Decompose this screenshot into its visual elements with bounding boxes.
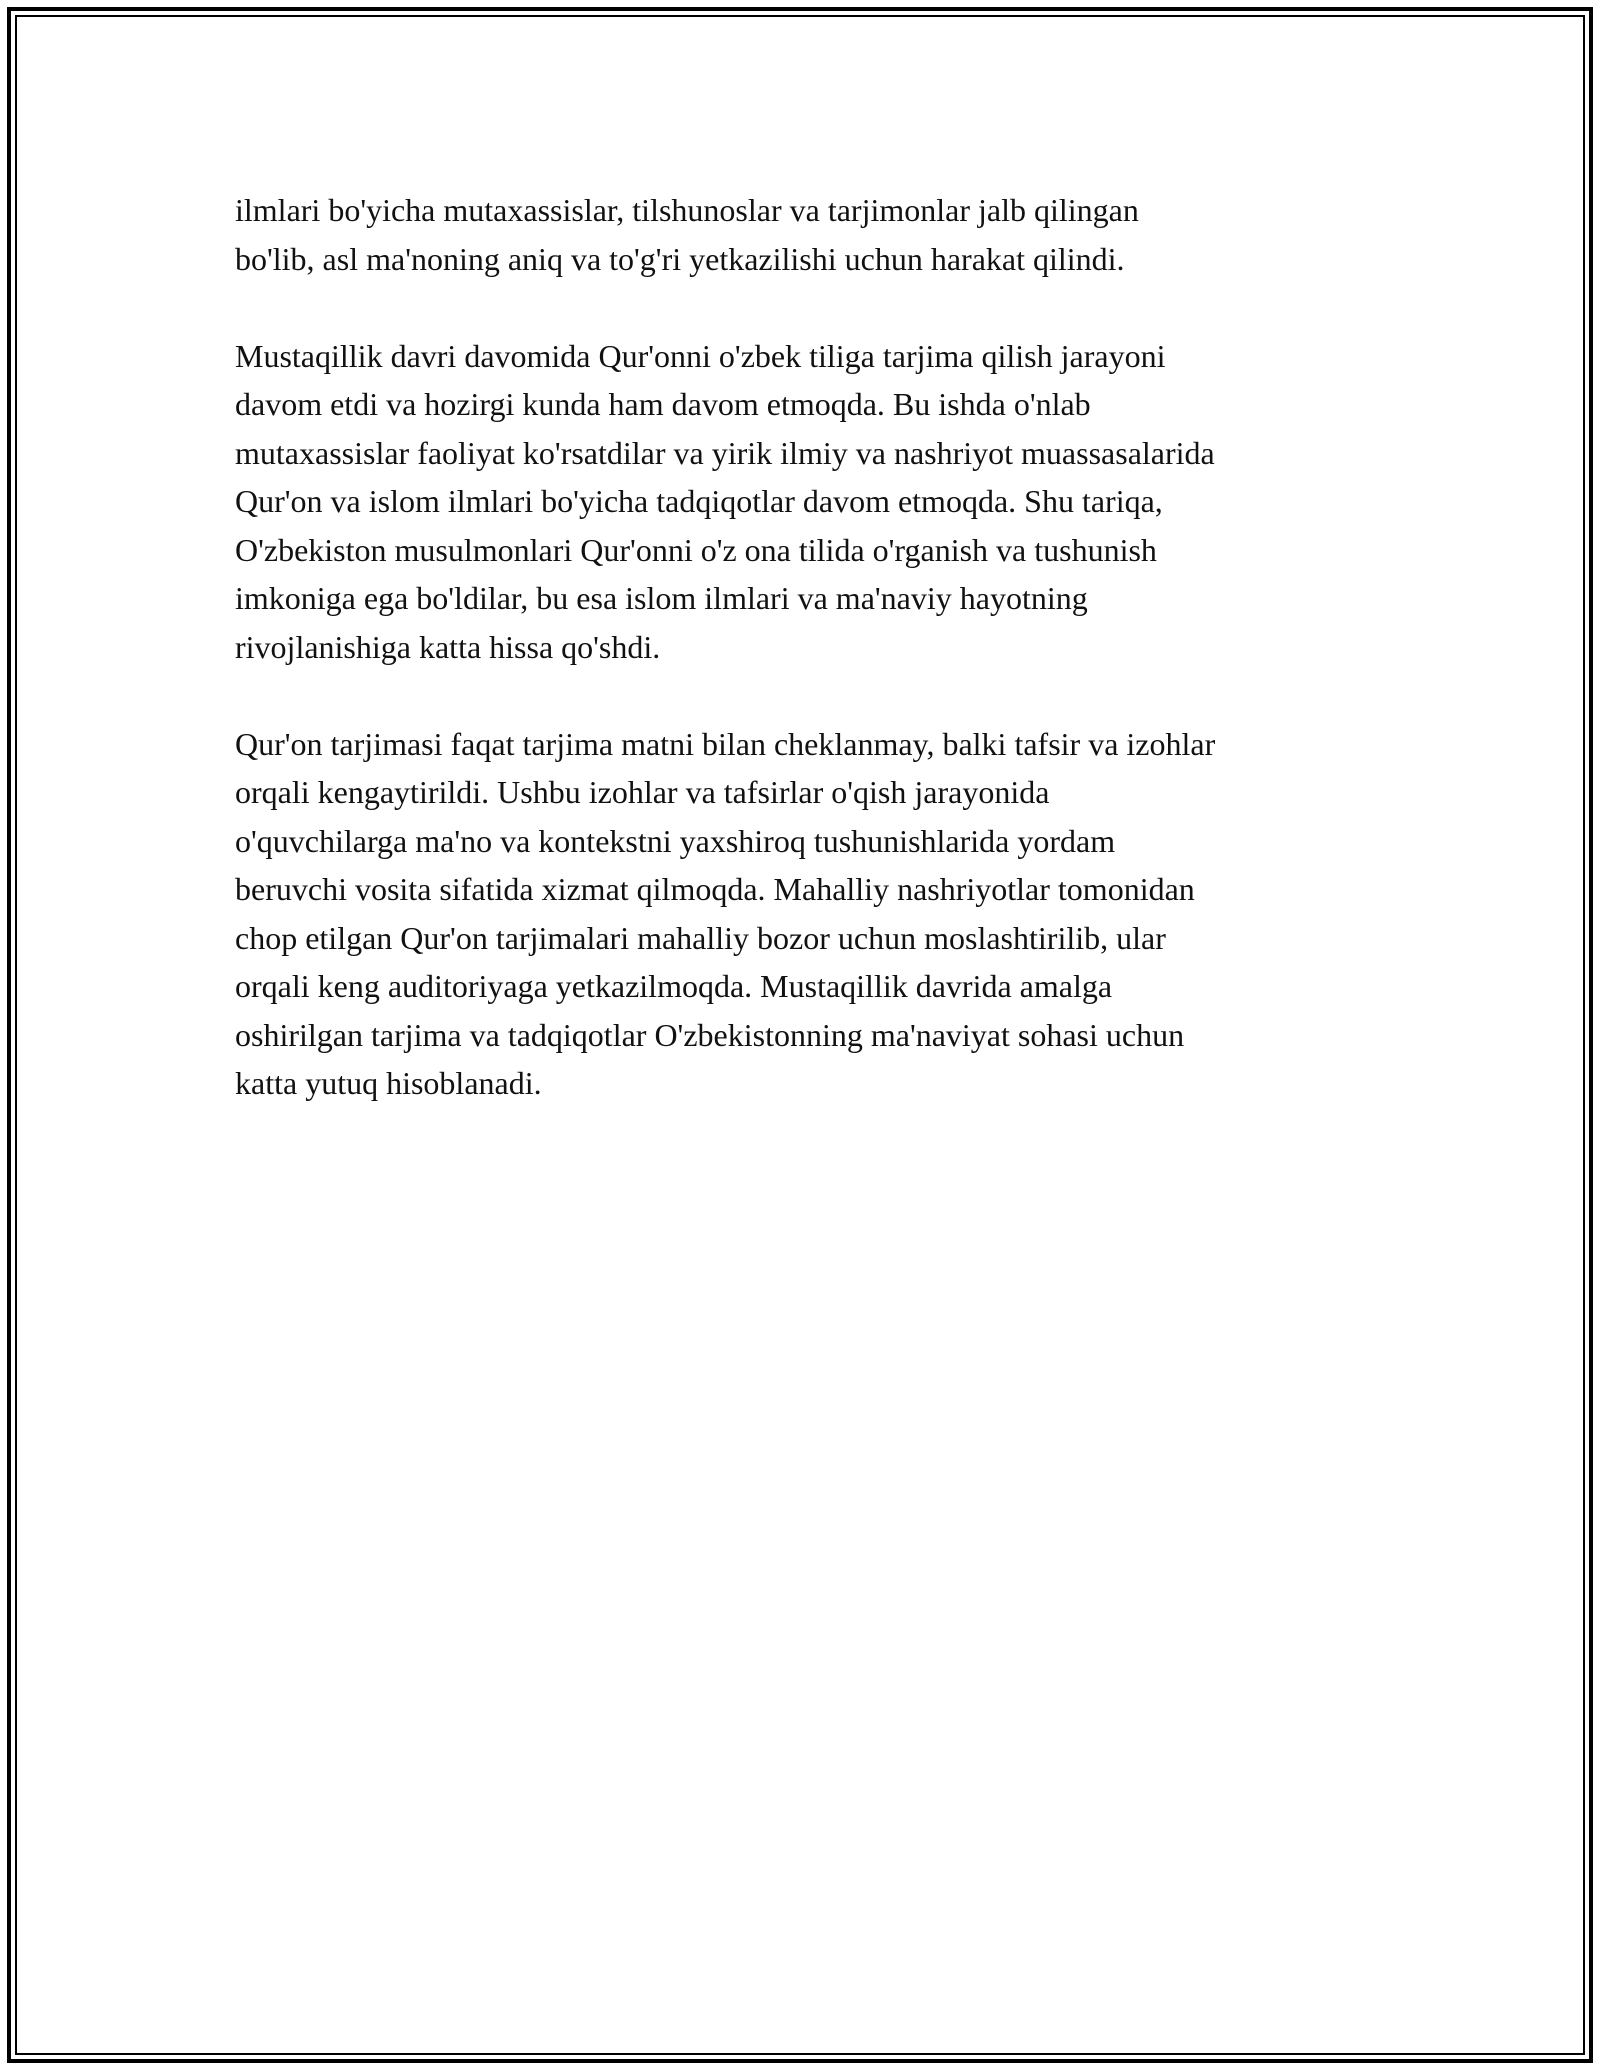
text-line: imkoniga ega bo'ldilar, bu esa islom ilmlari va ma'naviy hayotning — [235, 580, 1088, 616]
text-line: O'zbekiston musulmonlari Qur'onni o'z ona tilida o'rganish va tushunish — [235, 531, 1157, 568]
text-line: davom etdi va hozirgi kunda ham davom etmoqda. Bu ishda o'nlab — [235, 386, 1091, 422]
text-line: ilmlari bo'yicha mutaxassislar, tilshunoslar va tarjimonlar jalb qilingan — [235, 192, 1139, 228]
text-line: rivojlanishiga katta hissa qo'shdi. — [235, 628, 661, 665]
paragraph-3 — [235, 720, 1375, 1108]
document-body — [235, 186, 1375, 1156]
paragraph-1 — [235, 186, 1375, 283]
text-line: mutaxassislar faoliyat ko'rsatdilar va yirik ilmiy va nashriyot muassasalarida — [235, 434, 1215, 471]
text-line: oshirilgan tarjima va tadqiqotlar O'zbekistonning ma'naviyat sohasi uchun — [235, 1016, 1185, 1053]
text-line: chop etilgan Qur'on tarjimalari mahalliy bozor uchun moslashtirilib, ular — [235, 919, 1166, 956]
text-line: beruvchi vosita sifatida xizmat qilmoqda. Mahalliy nashriyotlar tomonidan — [235, 871, 1195, 907]
text-line: o'quvchilarga ma'no va kontekstni yaxshiroq tushunishlarida yordam — [235, 822, 1116, 859]
text-line: orqali kengaytirildi. Ushbu izohlar va tafsirlar o'qish jarayonida — [235, 774, 1050, 810]
text-line: katta yutuq hisoblanadi. — [235, 1065, 542, 1101]
text-line: bo'lib, asl ma'noning aniq va to'g'ri yetkazilishi uchun harakat qilindi. — [235, 240, 1125, 277]
text-line: Qur'on tarjimasi faqat tarjima matni bilan cheklanmay, balki tafsir va izohlar — [235, 725, 1216, 762]
text-line: Qur'on va islom ilmlari bo'yicha tadqiqotlar davom etmoqda. Shu tariqa, — [235, 483, 1163, 519]
text-line: orqali keng auditoriyaga yetkazilmoqda. Mustaqillik davrida amalga — [235, 968, 1113, 1004]
text-line: Mustaqillik davri davomida Qur'onni o'zbek tiliga tarjima qilish jarayoni — [235, 337, 1166, 374]
paragraph-2 — [235, 332, 1375, 672]
